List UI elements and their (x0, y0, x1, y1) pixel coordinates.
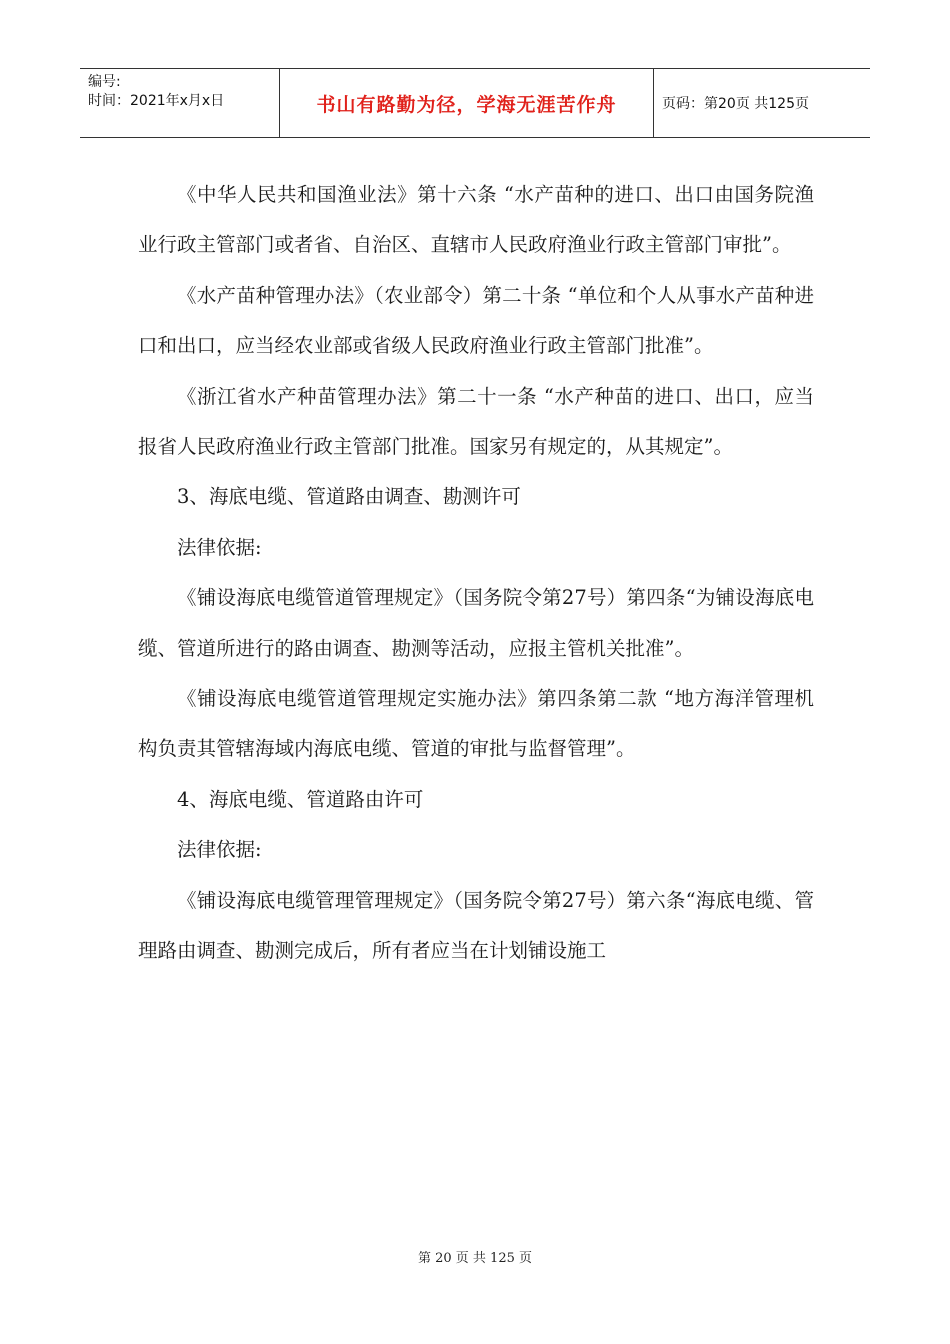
header-motto: 书山有路勤为径，学海无涯苦作舟 (280, 69, 654, 137)
document-date: 时间：2021年x月x日 (88, 93, 225, 109)
paragraph: 《浙江省水产种苗管理办法》第二十一条 “水产种苗的进口、出口，应当报省人民政府渔业行政主管部门批准。国家另有规定的，从其规定”。 (138, 384, 814, 459)
paragraph: 《中华人民共和国渔业法》第十六条 “水产苗种的进口、出口由国务院渔业行政主管部门或者省、自治区、直辖市人民政府渔业行政主管部门审批”。 (138, 183, 814, 257)
paragraph: 法律依据: (177, 838, 262, 862)
document-body (138, 170, 814, 977)
section-heading: 3、海底电缆、管道路由调查、勘测许可 (177, 485, 521, 509)
section-heading: 4、海底电缆、管道路由许可 (177, 787, 424, 811)
paragraph: 《水产苗种管理办法》（农业部令）第二十条 “单位和个人从事水产苗种进口和出口，应当经农业部或省级人民政府渔业行政主管部门批准”。 (138, 283, 814, 358)
paragraph: 《铺设海底电缆管道管理规定》（国务院令第27号）第四条“为铺设海底电缆、管道所进行的路由调查、勘测等活动，应报主管机关批准”。 (138, 586, 814, 660)
paragraph: 法律依据: (177, 535, 262, 559)
page-footer: 第 20 页 共 125 页 (417, 1251, 533, 1266)
paragraph: 《铺设海底电缆管道管理规定实施办法》第四条第二款 “地方海洋管理机构负责其管辖海域内海底电缆、管道的审批与监督管理”。 (138, 687, 814, 761)
document-number-label: 编号: (88, 74, 121, 90)
page-header (80, 68, 870, 138)
paragraph: 《铺设海底电缆管理管理规定》（国务院令第27号）第六条“海底电缆、管理路由调查、勘测完成后，所有者应当在计划铺设施工 (138, 888, 814, 963)
header-meta (80, 69, 280, 137)
header-page-info: 页码：第20页 共125页 (662, 96, 809, 112)
